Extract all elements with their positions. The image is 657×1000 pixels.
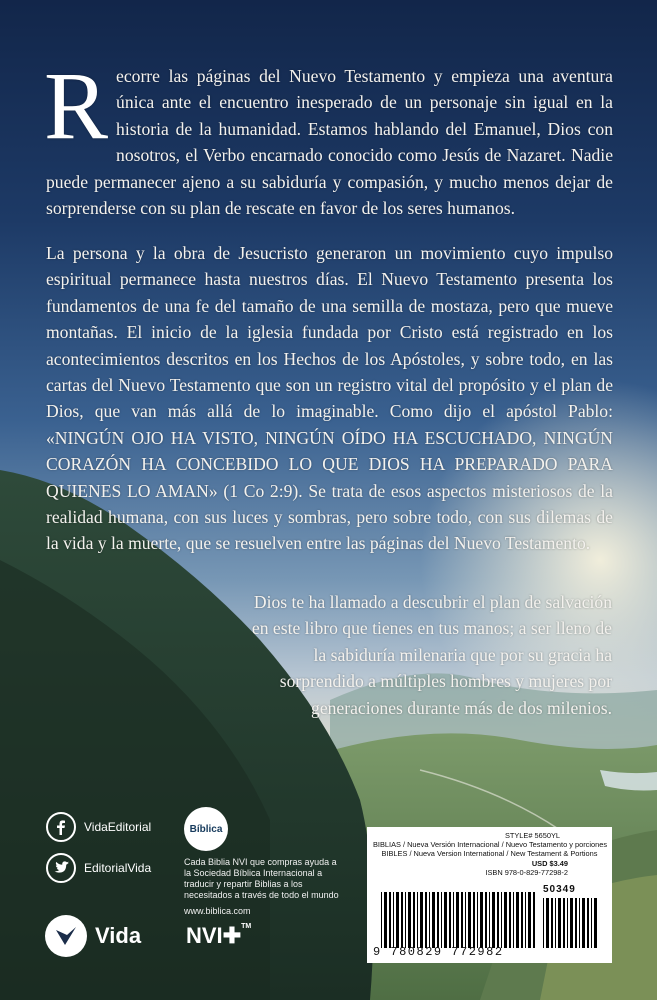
biblica-statement: Cada Biblia NVI que compras ayuda a la Sociedad Bíblica Internacional a traducir y repartir Biblias a los necesitados a través de todo el mundo <box>184 857 339 900</box>
intro-paragraph <box>44 52 613 221</box>
facebook-link[interactable] <box>46 812 151 842</box>
price: USD $3.49 <box>531 858 568 868</box>
biblica-badge: Bíblica <box>184 807 228 851</box>
biblica-url[interactable]: www.biblica.com <box>184 906 251 916</box>
style-number: STYLE# 5650YL <box>504 831 560 840</box>
twitter-link[interactable] <box>46 853 151 883</box>
category-english: BIBLES / Nueva Version International / New Testament & Portions <box>381 849 598 859</box>
drop-cap: R <box>44 52 109 159</box>
closing-paragraph: Dios te ha llamado a descubrir el plan de salvación en este libro que tienes en tus manos; a ser lleno de la sabiduría milenaria que por su gracia ha sorprendido a múltiples hombres y mujeres por generaciones durante más de dos milenios. <box>251 592 612 718</box>
facebook-icon <box>46 812 76 842</box>
barcode-addon-bars <box>543 898 598 948</box>
cross-icon: ✚ <box>222 923 242 948</box>
twitter-icon <box>46 853 76 883</box>
vida-logo-icon <box>45 915 87 957</box>
body-paragraph: La persona y la obra de Jesucristo generaron un movimiento cuyo impulso espiritual permanece hasta nuestros días. El Nuevo Testamento presenta los fundamentos de una fe del tamaño de una semilla de mostaza, pero que mueve montañas. El inicio de la iglesia fundada por Cristo está registrado en los acontecimientos descritos en los Hechos de los Apóstoles, y sobre todo, en las cartas del Nuevo Testamento que son un registro vital del propósito y el plan de Dios, que van más allá de lo imaginable. Como dijo el apóstol Pablo: «NINGÚN OJO HA VISTO, NINGÚN OÍDO HA ESCUCHADO, NINGÚN CORAZÓN HA CONCEBIDO LO QUE DIOS HA PREPARADO PARA QUIENES LO AMAN» (1 Co 2:9). Se trata de esos aspectos misteriosos de la realidad humana, con sus luces y sombras, pero sobre todo, con sus dilemas de la vida y la muerte, que se resuelven entre las páginas del Nuevo Testamento. <box>46 243 613 554</box>
barcode <box>373 884 606 960</box>
facebook-handle: VidaEditorial <box>84 820 152 834</box>
vida-logo <box>45 915 141 957</box>
nvi-wordmark: NVI <box>186 923 223 948</box>
nvi-logo <box>186 923 251 949</box>
price-code: 50349 <box>543 884 576 895</box>
category-spanish: BIBLIAS / Nueva Versión Internacional / Nuevo Testamento y porciones <box>373 840 608 850</box>
trademark-mark: TM <box>241 923 252 930</box>
twitter-handle: EditorialVida <box>84 861 152 875</box>
intro-paragraph-text: ecorre las páginas del Nuevo Testamento y empieza una aventura única ante el encuentro inesperado de un personaje sin igual en la historia de la humanidad. Estamos hablando del Emanuel, Dios con nosotros, el Verbo encarnado conocido como Jesús de Nazaret. Nadie puede permanecer ajeno a su sabiduría y compasión, y mucho menos dejar de sorprenderse con su plan de rescate en favor de los seres humanos. <box>46 66 613 219</box>
product-label <box>367 827 612 963</box>
publisher-name: Vida <box>95 923 142 948</box>
barcode-main-bars <box>381 892 537 948</box>
isbn: ISBN 978-0-829-77298-2 <box>485 867 568 877</box>
barcode-digits: 9 780829 772982 <box>373 945 504 959</box>
